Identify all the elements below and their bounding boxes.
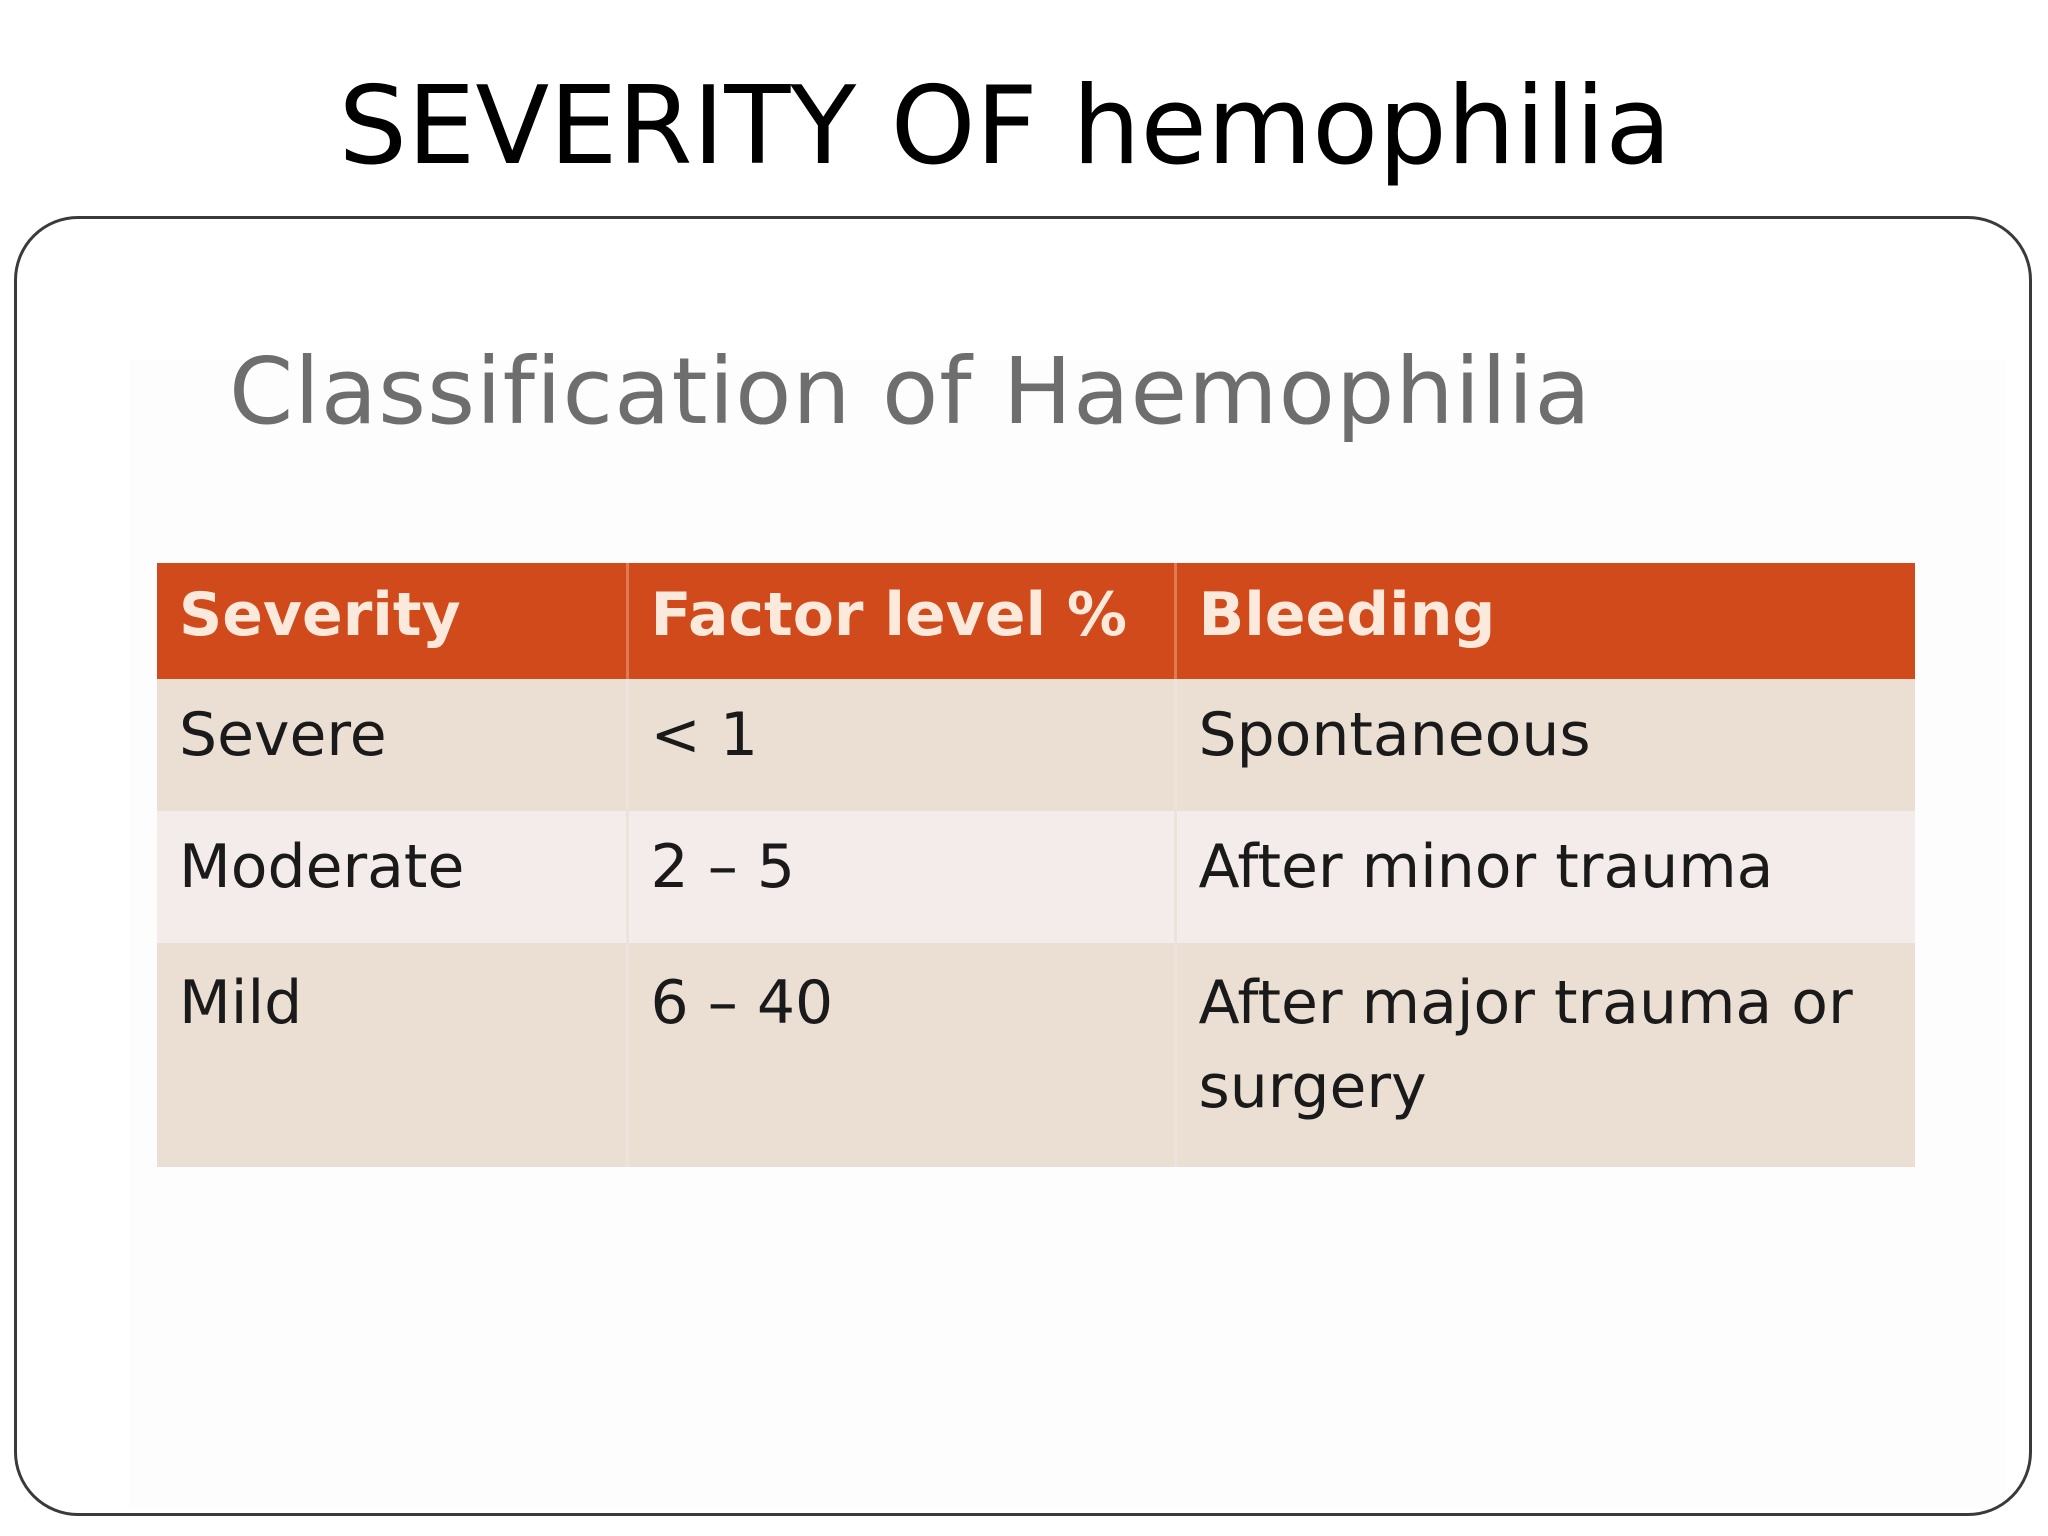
cell-severity: Mild (157, 943, 627, 1167)
cell-bleeding: Spontaneous (1175, 679, 1915, 811)
image-frame (14, 216, 2032, 1516)
cell-factor-level: 6 – 40 (627, 943, 1175, 1167)
table-header-row (157, 563, 1915, 679)
cell-severity: Moderate (157, 811, 627, 943)
cell-bleeding: After minor trauma (1175, 811, 1915, 943)
table-row (157, 943, 1915, 1167)
classification-title: Classification of Haemophilia (229, 338, 1592, 445)
classification-table (157, 563, 1915, 1167)
cell-severity: Severe (157, 679, 627, 811)
header-severity: Severity (157, 563, 627, 679)
header-bleeding: Bleeding (1175, 563, 1915, 679)
slide-title: SEVERITY OF hemophilia (338, 64, 1672, 189)
cell-factor-level: < 1 (627, 679, 1175, 811)
table-row (157, 811, 1915, 943)
cell-bleeding: After major trauma or surgery (1175, 943, 1915, 1167)
cell-factor-level: 2 – 5 (627, 811, 1175, 943)
header-factor-level: Factor level % (627, 563, 1175, 679)
table-row (157, 679, 1915, 811)
